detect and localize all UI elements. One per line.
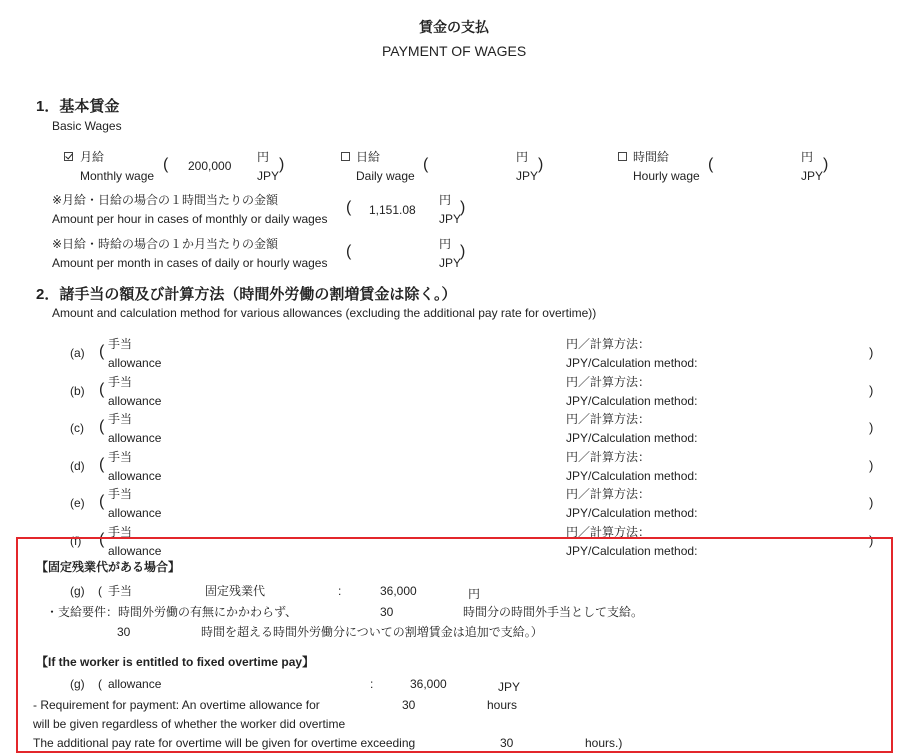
fixed-overtime-colon-en: : xyxy=(370,677,374,691)
allowance-row-open-paren: ( xyxy=(99,456,105,473)
per-month-unit-en: JPY xyxy=(439,256,462,270)
fixed-overtime-extra-line-en: The additional pay rate for overtime will be given for overtime exceeding xyxy=(33,736,416,750)
allowance-row-calc-jp: 円／計算方法： xyxy=(566,525,651,539)
allowance-row-calc-jp: 円／計算方法： xyxy=(566,337,651,351)
per-hour-close-paren: ) xyxy=(460,199,466,216)
fixed-overtime-allowance-word-jp: 手当 xyxy=(108,584,133,598)
monthly-checkbox[interactable] xyxy=(64,152,73,161)
allowance-row-open-paren: ( xyxy=(99,343,105,360)
fixed-overtime-req-hours-en[interactable]: 30 xyxy=(402,698,416,712)
daily-close-paren: ) xyxy=(538,156,544,173)
daily-label-en: Daily wage xyxy=(356,169,415,183)
allowance-row-open-paren: ( xyxy=(99,381,105,398)
section1-heading-jp: 1．基本賃金 xyxy=(36,98,120,115)
fixed-overtime-amount-jp[interactable]: 36,000 xyxy=(380,584,417,598)
allowance-row-calc-jp: 円／計算方法： xyxy=(566,412,651,426)
title-jp: 賃金の支払 xyxy=(419,19,489,35)
daily-unit-jp: 円 xyxy=(516,150,529,164)
allowance-row-close-paren: ) xyxy=(869,420,874,435)
allowance-row-calc-en: JPY/Calculation method: xyxy=(566,544,698,558)
hourly-label-en: Hourly wage xyxy=(633,169,700,183)
fixed-overtime-extra-hours-jp[interactable]: 30 xyxy=(117,625,131,639)
title-en: PAYMENT OF WAGES xyxy=(382,43,527,59)
allowance-row-calc-jp: 円／計算方法： xyxy=(566,487,651,501)
hourly-unit-en: JPY xyxy=(801,169,824,183)
per-month-label-jp: ※日給・時給の場合の１か月当たりの金額 xyxy=(52,237,279,251)
per-month-unit-jp: 円 xyxy=(439,237,452,251)
fixed-overtime-colon-jp: : xyxy=(338,584,342,598)
allowance-row-calc-en: JPY/Calculation method: xyxy=(566,469,698,483)
fixed-overtime-row-label-en: (g) xyxy=(70,677,85,691)
fixed-overtime-allowance-word-en: allowance xyxy=(108,677,162,691)
allowance-row-label: (c) xyxy=(70,421,84,435)
allowance-row-word-jp: 手当 xyxy=(108,450,133,464)
section1-heading-en: Basic Wages xyxy=(52,119,122,133)
fixed-overtime-heading-jp: 【固定残業代がある場合】 xyxy=(36,560,181,574)
monthly-label-jp: 月給 xyxy=(80,150,105,164)
monthly-unit-jp: 円 xyxy=(257,150,270,164)
allowance-row-word-en: allowance xyxy=(108,431,162,445)
allowance-row-word-en: allowance xyxy=(108,356,162,370)
fixed-overtime-heading-en: 【If the worker is entitled to fixed overtime pay】 xyxy=(36,655,315,669)
section2-heading-en: Amount and calculation method for various allowances (excluding the additional pay rate for overtime)) xyxy=(52,306,597,320)
allowance-row-label: (e) xyxy=(70,496,85,510)
fixed-overtime-req-prefix-jp: ・支給要件：時間外労働の有無にかかわらず、 xyxy=(46,605,298,619)
per-month-label-en: Amount per month in cases of daily or hourly wages xyxy=(52,256,328,270)
allowance-row-word-en: allowance xyxy=(108,544,162,558)
allowance-row-word-jp: 手当 xyxy=(108,487,133,501)
allowance-row-label: (a) xyxy=(70,346,85,360)
fixed-overtime-req-line1-en: - Requirement for payment: An overtime allowance for xyxy=(33,698,320,712)
allowance-row-close-paren: ) xyxy=(869,533,874,548)
allowance-row-label: (d) xyxy=(70,459,85,473)
allowance-row-word-jp: 手当 xyxy=(108,375,133,389)
per-hour-label-en: Amount per hour in cases of monthly or daily wages xyxy=(52,212,328,226)
fixed-overtime-unit-jp: 円 xyxy=(468,587,481,601)
allowance-row-close-paren: ) xyxy=(869,495,874,510)
per-month-open-paren: ( xyxy=(346,243,352,260)
per-hour-open-paren: ( xyxy=(346,199,352,216)
per-hour-unit-en: JPY xyxy=(439,212,462,226)
per-hour-amount[interactable]: 1,151.08 xyxy=(369,203,416,217)
allowance-row-close-paren: ) xyxy=(869,458,874,473)
fixed-overtime-allowance-name[interactable]: 固定残業代 xyxy=(205,584,266,598)
monthly-amount[interactable]: 200,000 xyxy=(188,159,232,173)
hourly-close-paren: ) xyxy=(823,156,829,173)
allowance-row-close-paren: ) xyxy=(869,345,874,360)
monthly-close-paren: ) xyxy=(279,156,285,173)
allowance-row-word-jp: 手当 xyxy=(108,412,133,426)
allowance-row-calc-en: JPY/Calculation method: xyxy=(566,431,698,445)
monthly-open-paren: ( xyxy=(163,156,169,173)
per-hour-unit-jp: 円 xyxy=(439,193,452,207)
allowance-row-open-paren: ( xyxy=(99,531,105,548)
allowance-row-calc-jp: 円／計算方法： xyxy=(566,450,651,464)
allowance-row-label: (f) xyxy=(70,534,82,548)
fixed-overtime-req-suffix-jp: 時間分の時間外手当として支給。 xyxy=(463,605,644,619)
fixed-overtime-open-paren-jp: ( xyxy=(98,584,102,598)
fixed-overtime-extra-hours-en[interactable]: 30 xyxy=(500,736,514,750)
fixed-overtime-open-paren-en: ( xyxy=(98,677,102,691)
hourly-checkbox[interactable] xyxy=(618,152,627,161)
fixed-overtime-extra-suffix-jp: 時間を超える時間外労働分についての割増賃金は追加で支給。） xyxy=(201,625,543,639)
allowance-row-open-paren: ( xyxy=(99,493,105,510)
fixed-overtime-unit-en: JPY xyxy=(498,680,521,694)
fixed-overtime-req-hours-jp[interactable]: 30 xyxy=(380,605,394,619)
allowance-row-open-paren: ( xyxy=(99,418,105,435)
allowance-row-word-jp: 手当 xyxy=(108,525,133,539)
hourly-label-jp: 時間給 xyxy=(633,150,670,164)
daily-checkbox[interactable] xyxy=(341,152,350,161)
fixed-overtime-extra-unit-en: hours.) xyxy=(585,736,623,750)
allowance-row-word-jp: 手当 xyxy=(108,337,133,351)
allowance-row-calc-jp: 円／計算方法： xyxy=(566,375,651,389)
section2-heading-jp: 2．諸手当の額及び計算方法（時間外労働の割増賃金は除く。） xyxy=(36,286,457,303)
daily-label-jp: 日給 xyxy=(356,150,381,164)
fixed-overtime-req-line2-en: will be given regardless of whether the worker did overtime xyxy=(33,717,346,731)
allowance-row-calc-en: JPY/Calculation method: xyxy=(566,506,698,520)
allowance-row-word-en: allowance xyxy=(108,394,162,408)
allowance-row-close-paren: ) xyxy=(869,383,874,398)
allowance-row-calc-en: JPY/Calculation method: xyxy=(566,394,698,408)
per-month-close-paren: ) xyxy=(460,243,466,260)
monthly-label-en: Monthly wage xyxy=(80,169,155,183)
fixed-overtime-row-label-jp: (g) xyxy=(70,584,85,598)
monthly-unit-en: JPY xyxy=(257,169,280,183)
allowance-row-word-en: allowance xyxy=(108,506,162,520)
daily-unit-en: JPY xyxy=(516,169,539,183)
daily-open-paren: ( xyxy=(423,156,429,173)
hourly-open-paren: ( xyxy=(708,156,714,173)
hourly-unit-jp: 円 xyxy=(801,150,814,164)
fixed-overtime-req-hours-unit-en: hours xyxy=(487,698,518,712)
allowance-row-label: (b) xyxy=(70,384,85,398)
allowance-row-calc-en: JPY/Calculation method: xyxy=(566,356,698,370)
fixed-overtime-amount-en[interactable]: 36,000 xyxy=(410,677,447,691)
allowance-row-word-en: allowance xyxy=(108,469,162,483)
per-hour-label-jp: ※月給・日給の場合の１時間当たりの金額 xyxy=(52,193,279,207)
